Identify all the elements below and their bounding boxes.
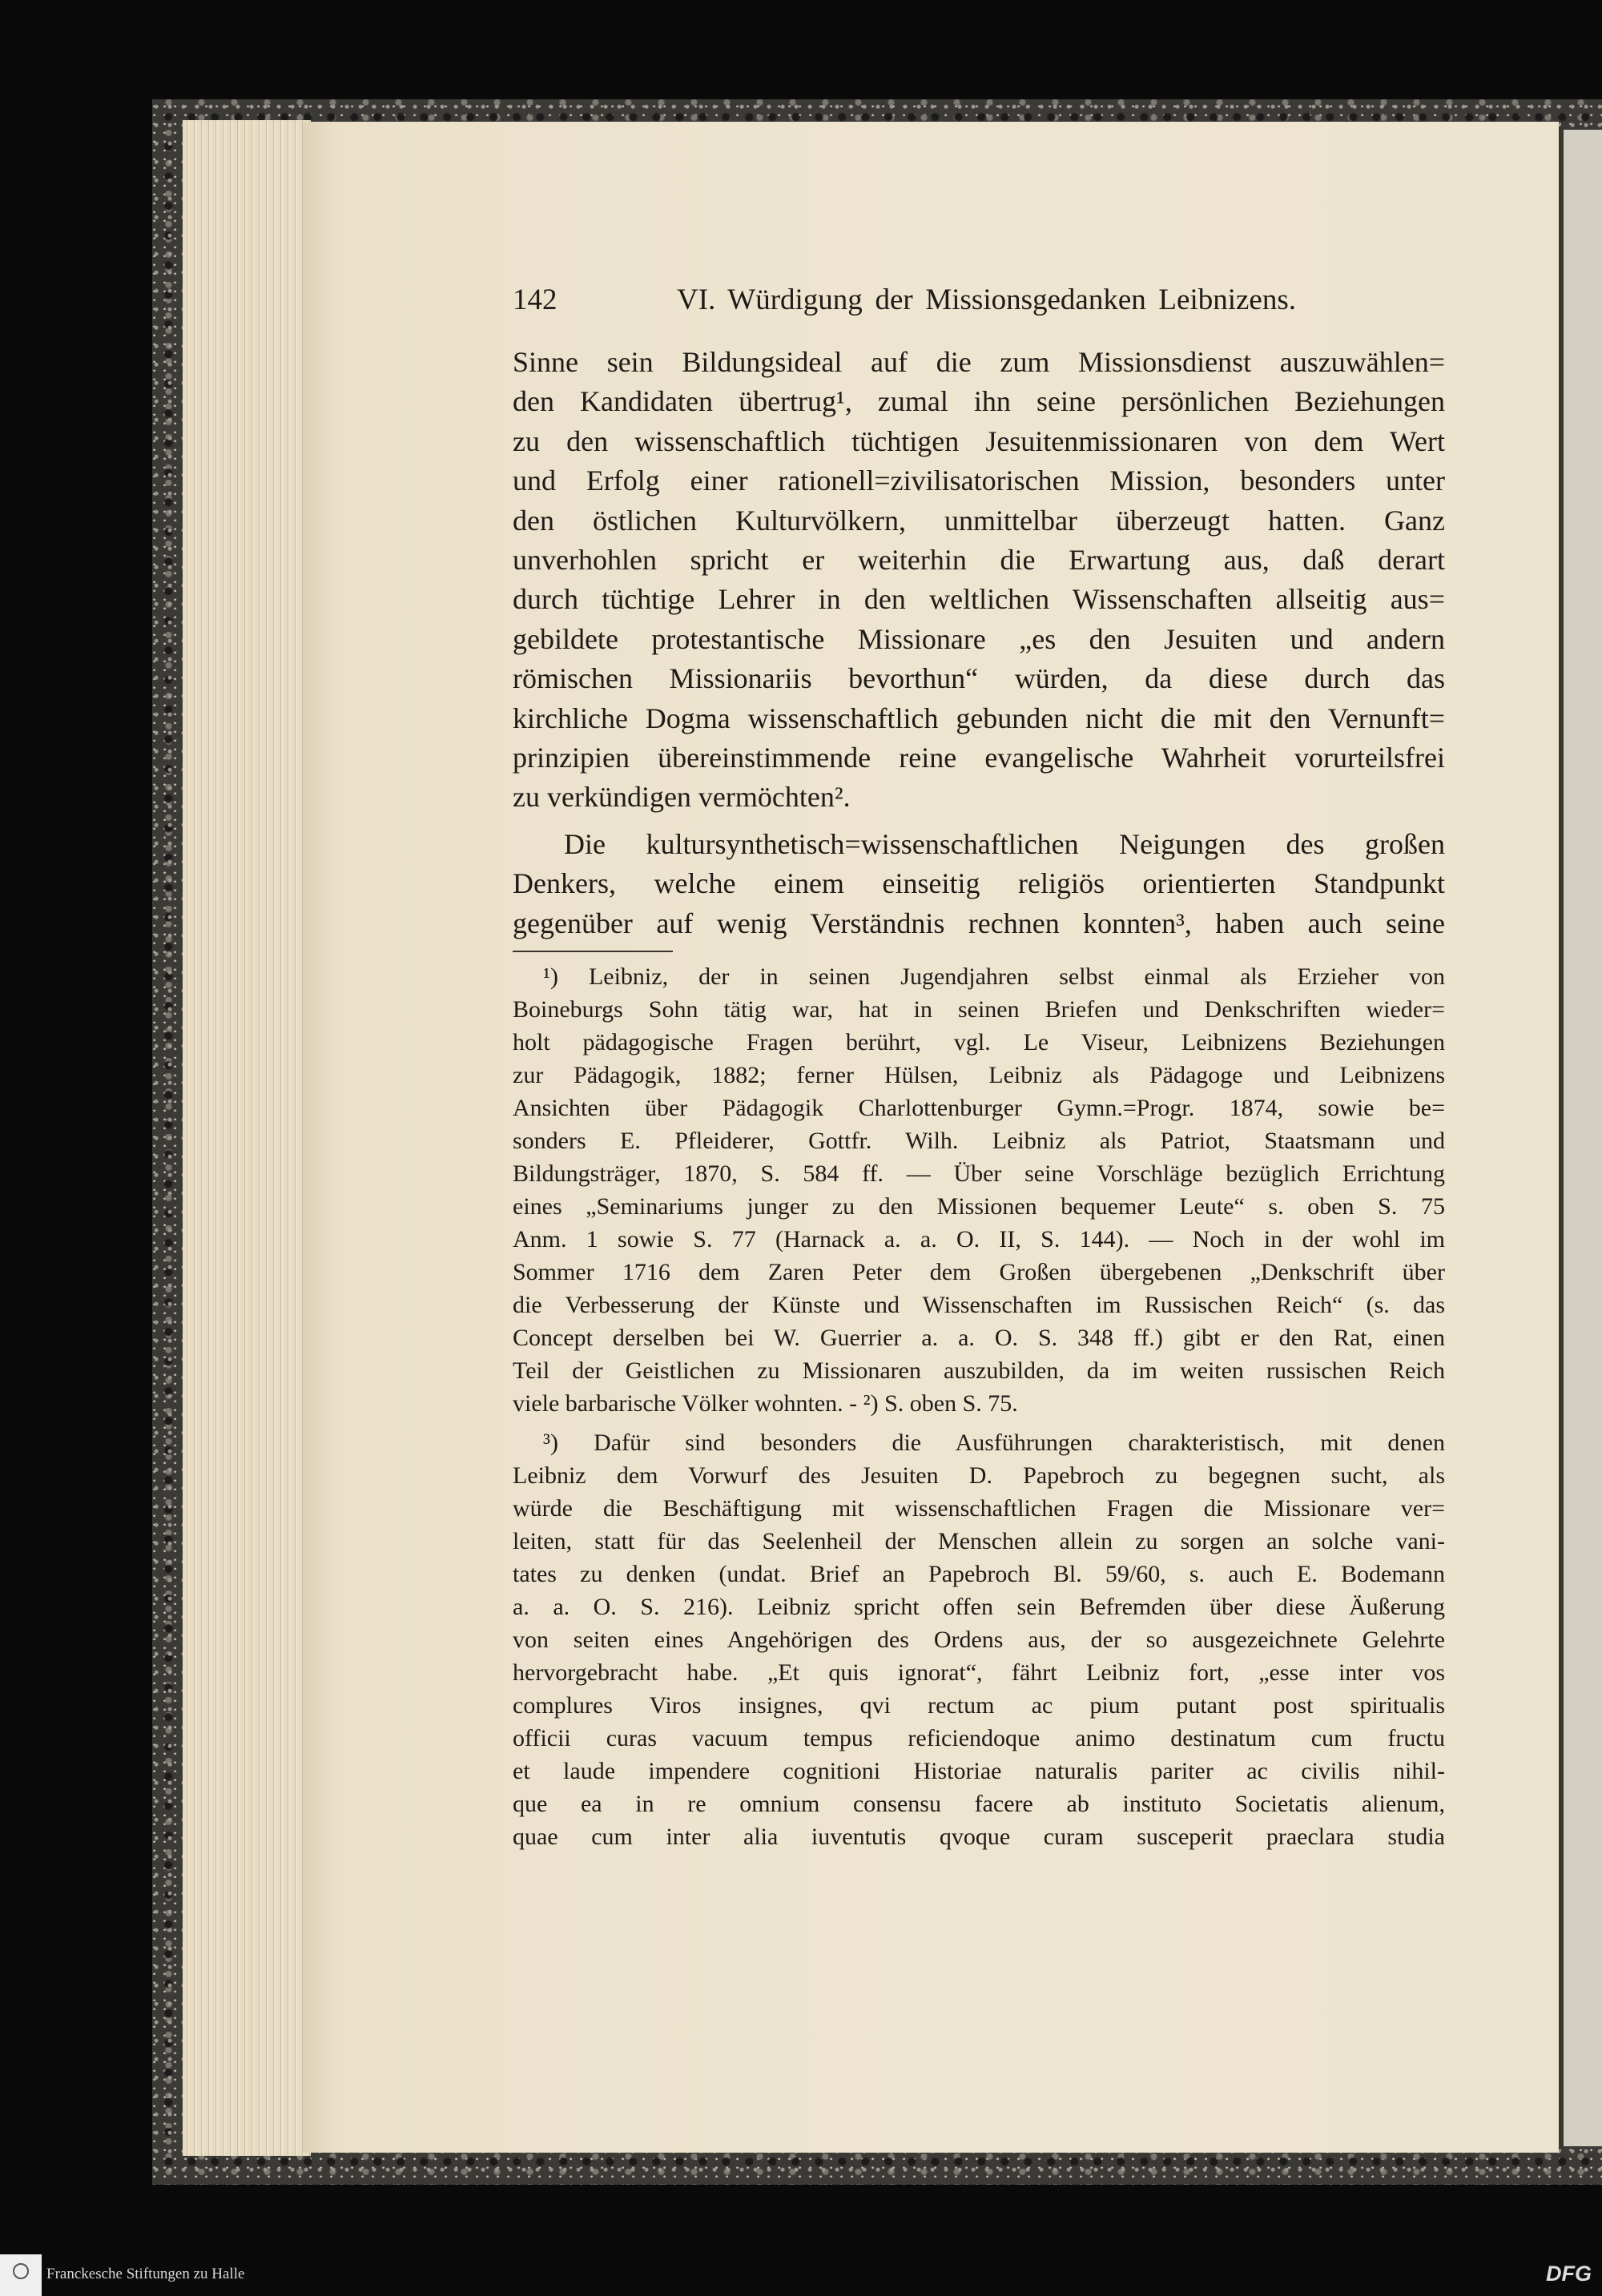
footnote-line: eines „Seminariums junger zu den Missionen bequemer Leute“ s. oben S. 75 [513,1193,1445,1220]
footnote-line: Teil der Geistlichen zu Missionaren auszubilden, da im weiten russischen Reich [513,1357,1445,1384]
next-page-edge [1564,130,1602,2146]
body-line: den östlichen Kulturvölkern, unmittelbar überzeugt hatten. Ganz [513,504,1445,537]
footnote-line: von seiten eines Angehörigen des Ordens aus, der so ausgezeichnete Gelehrte [513,1627,1445,1653]
body-line: Die kultursynthetisch=wissenschaftlichen Neigungen des großen [564,828,1445,860]
footnote-line: hervorgebracht habe. „Et quis ignorat“, fährt Leibniz fort, „esse inter vos [513,1659,1445,1686]
footnote-line: leiten, statt für das Seelenheil der Menschen allein zu sorgen an solche vani- [513,1528,1445,1554]
page-stack-edges [183,120,311,2156]
body-line: prinzipien übereinstimmende reine evangelische Wahrheit vorurteilsfrei [513,741,1445,774]
body-paragraph-2 [513,825,1445,943]
body-paragraph-1 [513,343,1445,818]
footnote-line: et laude impendere cognitioni Historiae naturalis pariter ac civilis nihil- [513,1758,1445,1784]
body-line: Denkers, welche einem einseitig religiös orientierten Standpunkt [513,867,1445,900]
footnote-line: Concept derselben bei W. Guerrier a. a. O. S. 348 ff.) gibt er den Rat, einen [513,1325,1445,1351]
footnote-line: Sommer 1716 dem Zaren Peter dem Großen übergebenen „Denkschrift über [513,1259,1445,1285]
footnote-line: quae cum inter alia iuventutis qvoque curam susceperit praeclara studia [513,1824,1445,1850]
footnote-line: zur Pädagogik, 1882; ferner Hülsen, Leibniz als Pädagoge und Leibnizens [513,1062,1445,1088]
body-line: und Erfolg einer rationell=zivilisatorischen Mission, besonders unter [513,464,1445,497]
footnote-1 [513,960,1445,1420]
footnote-line: que ea in re omnium consensu facere ab instituto Societatis alienum, [513,1791,1445,1817]
body-line: durch tüchtige Lehrer in den weltlichen Wissenschaften allseitig aus= [513,583,1445,616]
footnote-line: Ansichten über Pädagogik Charlottenburger Gymn.=Progr. 1874, sowie be= [513,1095,1445,1121]
body-line: zu den wissenschaftlich tüchtigen Jesuitenmissionaren von dem Wert [513,424,1445,457]
footnote-line: a. a. O. S. 216). Leibniz spricht offen sein Befremden über diese Äußerung [513,1594,1445,1620]
body-line: römischen Missionariis bevorthun“ würden, da diese durch das [513,662,1445,695]
body-line: Sinne sein Bildungsideal auf die zum Missionsdienst auszuwählen= [513,346,1445,378]
body-line: gegenüber auf wenig Verständnis rechnen konnten³, haben auch seine [513,907,1445,939]
institution-name: Franckesche Stiftungen zu Halle [46,2266,245,2282]
body-line: den Kandidaten übertrug¹, zumal ihn seine persönlichen Beziehungen [513,385,1445,418]
footnote-line: holt pädagogische Fragen berührt, vgl. Le Viseur, Leibnizens Beziehungen [513,1029,1445,1056]
running-title: VI. Würdigung der Missionsgedanken Leibnizens. [677,283,1296,316]
footnote-line: Bildungsträger, 1870, S. 584 ff. — Über seine Vorschläge bezüglich Errichtung [513,1160,1445,1187]
body-line: kirchliche Dogma wissenschaftlich gebunden nicht die mit den Vernunft= [513,702,1445,734]
footnote-line: officii curas vacuum tempus reficiendoque animo destinatum cum fructu [513,1725,1445,1751]
body-line: unverhohlen spricht er weiterhin die Erwartung aus, daß derart [513,543,1445,576]
footnote-line: Leibniz dem Vorwurf des Jesuiten D. Papebroch zu begegnen sucht, als [513,1462,1445,1489]
logo-emblem-icon [13,2263,29,2279]
footnote-line: die Verbesserung der Künste und Wissenschaften im Russischen Reich“ (s. das [513,1292,1445,1318]
footnote-line: würde die Beschäftigung mit wissenschaftlichen Fragen die Missionare ver= [513,1495,1445,1522]
footnote-line: ³) Dafür sind besonders die Ausführungen charakteristisch, mit denen [543,1429,1445,1456]
footnote-rule [513,951,673,952]
footnote-line: sonders E. Pfleiderer, Gottfr. Wilh. Leibniz als Patriot, Staatsmann und [513,1128,1445,1154]
footnote-line: viele barbarische Völker wohnten. - ²) S. oben S. 75. [513,1390,1018,1417]
body-line: gebildete protestantische Missionare „es den Jesuiten und andern [513,622,1445,655]
footnote-line: tates zu denken (undat. Brief an Papebroch Bl. 59/60, s. auch E. Bodemann [513,1561,1445,1587]
body-line: zu verkündigen vermöchten². [513,781,851,814]
footnote-line: ¹) Leibniz, der in seinen Jugendjahren selbst einmal als Erzieher von [543,963,1445,990]
footnote-line: Anm. 1 sowie S. 77 (Harnack a. a. O. II, S. 144). — Noch in der wohl im [513,1226,1445,1253]
dfg-logo: DFG [1546,2262,1592,2286]
footnote-line: complures Viros insignes, qvi rectum ac pium putant post spiritualis [513,1692,1445,1719]
footnote-line: Boineburgs Sohn tätig war, hat in seinen Briefen und Denkschriften wieder= [513,996,1445,1023]
footnote-3 [513,1426,1445,1853]
page-number: 142 [513,283,557,316]
